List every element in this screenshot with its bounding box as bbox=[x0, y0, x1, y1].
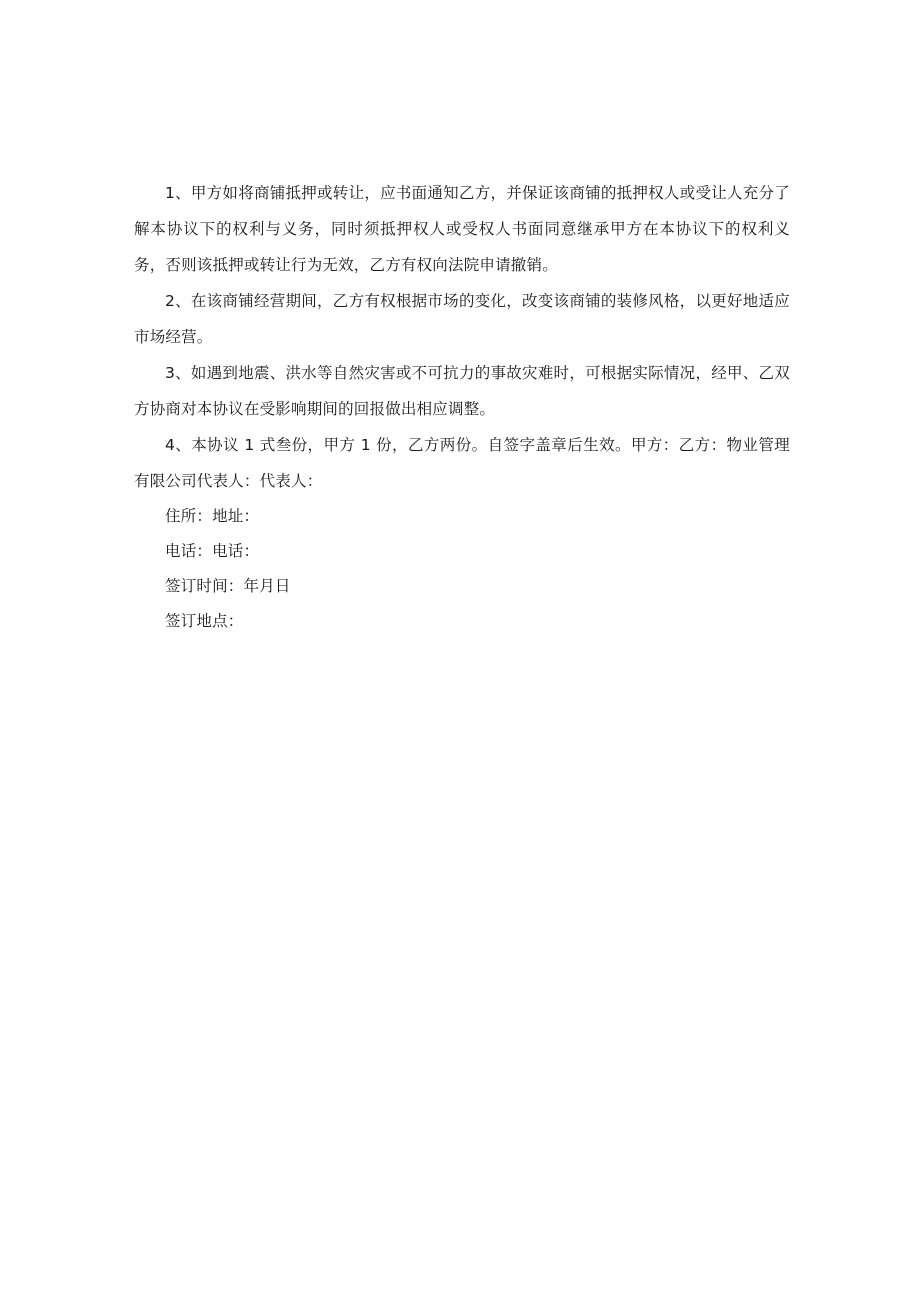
phone-field: 电话：电话： bbox=[165, 542, 260, 560]
address-field: 住所：地址： bbox=[165, 507, 260, 525]
clause-4-paragraph: 4、本协议 1 式叁份，甲方 1 份，乙方两份。自签字盖章后生效。甲方：乙方：物业管理有限公司代表人：代表人： bbox=[134, 436, 790, 490]
document-body bbox=[134, 175, 790, 639]
signing-date-field: 签订时间：年月日 bbox=[165, 577, 291, 595]
clause-2-paragraph: 2、在该商铺经营期间，乙方有权根据市场的变化，改变该商铺的装修风格，以更好地适应市场经营。 bbox=[134, 292, 790, 346]
signing-place-field: 签订地点： bbox=[165, 612, 244, 630]
clause-3-paragraph: 3、如遇到地震、洪水等自然灾害或不可抗力的事故灾难时，可根据实际情况，经甲、乙双方协商对本协议在受影响期间的回报做出相应调整。 bbox=[134, 364, 790, 418]
clause-1-paragraph: 1、甲方如将商铺抵押或转让，应书面通知乙方，并保证该商铺的抵押权人或受让人充分了解本协议下的权利与义务，同时须抵押权人或受权人书面同意继承甲方在本协议下的权利义务，否则该抵押或转让行为无效，乙方有权向法院申请撤销。 bbox=[134, 184, 790, 274]
